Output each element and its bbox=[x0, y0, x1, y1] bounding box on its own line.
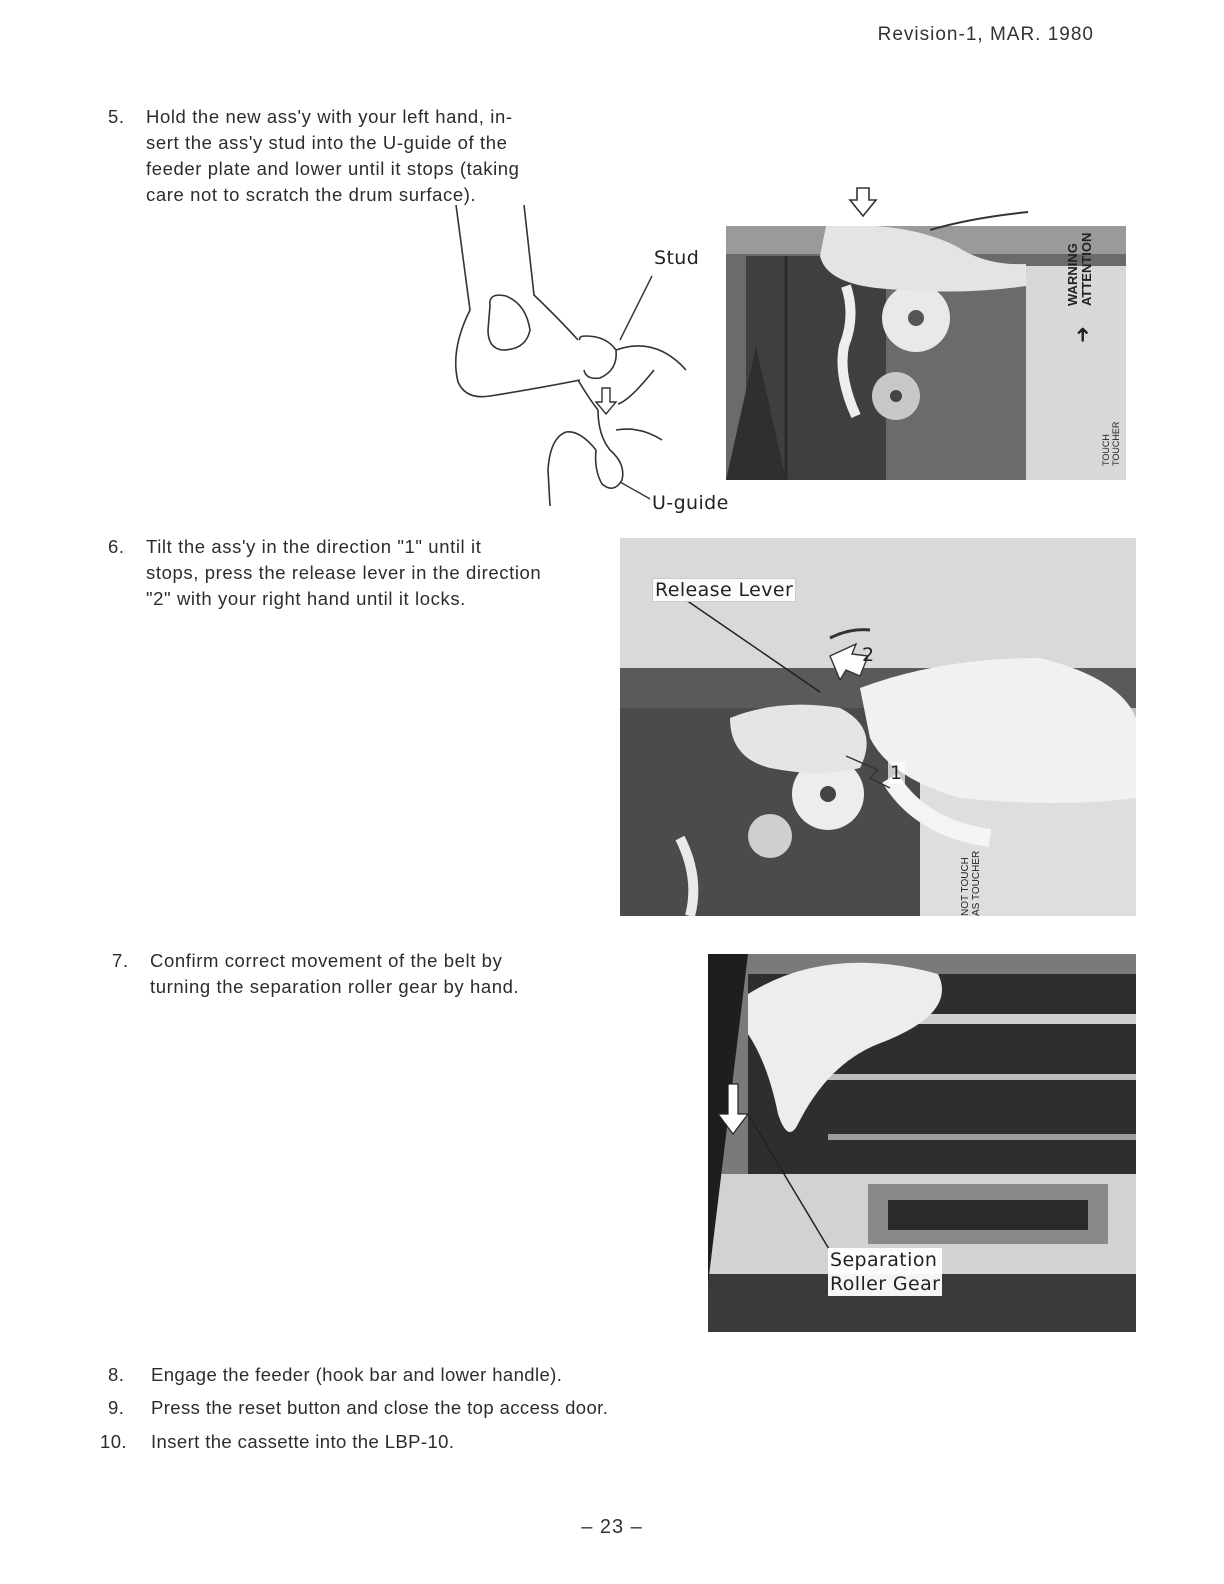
step-line: turning the separation roller gear by hand. bbox=[150, 976, 520, 997]
u-guide-label: U-guide bbox=[652, 492, 729, 514]
step-6 bbox=[108, 534, 588, 614]
touch-label: NOT TOUCH AS TOUCHER bbox=[960, 850, 982, 916]
separation-roller-gear-label: Separation Roller Gear bbox=[830, 1249, 941, 1295]
step-line: Tilt the ass'y in the direction "1" until it bbox=[146, 536, 482, 557]
step-9 bbox=[100, 1395, 720, 1421]
step-text bbox=[146, 534, 541, 612]
step-line: "2" with your right hand until it locks. bbox=[146, 588, 466, 609]
step-line: stops, press the release lever in the direction bbox=[146, 562, 542, 583]
step-number: 8. bbox=[108, 1364, 125, 1385]
warning-text: WARNING bbox=[1065, 243, 1080, 306]
page-number: – 23 – bbox=[581, 1516, 643, 1538]
step-number: 5. bbox=[108, 106, 125, 127]
step-line: feeder plate and lower until it stops (taking bbox=[146, 158, 520, 179]
stud-label: Stud bbox=[654, 247, 700, 269]
feeder-photo-1 bbox=[726, 226, 1126, 480]
release-lever-label: Release Lever bbox=[652, 578, 796, 602]
step-line: Confirm correct movement of the belt by bbox=[150, 950, 503, 971]
step-text: Press the reset button and close the top access door. bbox=[151, 1397, 609, 1418]
revision-header: Revision-1, MAR. 1980 bbox=[877, 24, 1094, 45]
step-line: sert the ass'y stud into the U-guide of the bbox=[146, 132, 508, 153]
down-arrow-icon bbox=[846, 186, 880, 220]
step-text bbox=[146, 104, 520, 208]
warning-arrow-icon: ➜ bbox=[1071, 326, 1094, 343]
step-text: Engage the feeder (hook bar and lower handle). bbox=[151, 1364, 563, 1385]
step-number: 6. bbox=[108, 536, 125, 557]
hand-arrow-decor bbox=[930, 200, 1030, 240]
step-line: Hold the new ass'y with your left hand, in- bbox=[146, 106, 513, 127]
warning-label bbox=[1066, 233, 1094, 306]
step-number: 9. bbox=[108, 1397, 125, 1418]
attention-text: ATTENTION bbox=[1079, 232, 1094, 306]
step-8 bbox=[100, 1362, 720, 1388]
step-line: care not to scratch the drum surface). bbox=[146, 184, 477, 205]
direction-2-label: 2 bbox=[862, 644, 875, 666]
step-7 bbox=[112, 948, 592, 1004]
direction-1-label: 1 bbox=[890, 762, 903, 784]
step-number: 7. bbox=[112, 950, 129, 971]
step-number: 10. bbox=[100, 1431, 127, 1452]
step-text bbox=[150, 948, 519, 1000]
step-text: Insert the cassette into the LBP-10. bbox=[151, 1431, 455, 1452]
step-5 bbox=[108, 104, 588, 214]
step-10 bbox=[100, 1429, 720, 1455]
touch-label: TOUCH TOUCHER bbox=[1101, 421, 1121, 466]
